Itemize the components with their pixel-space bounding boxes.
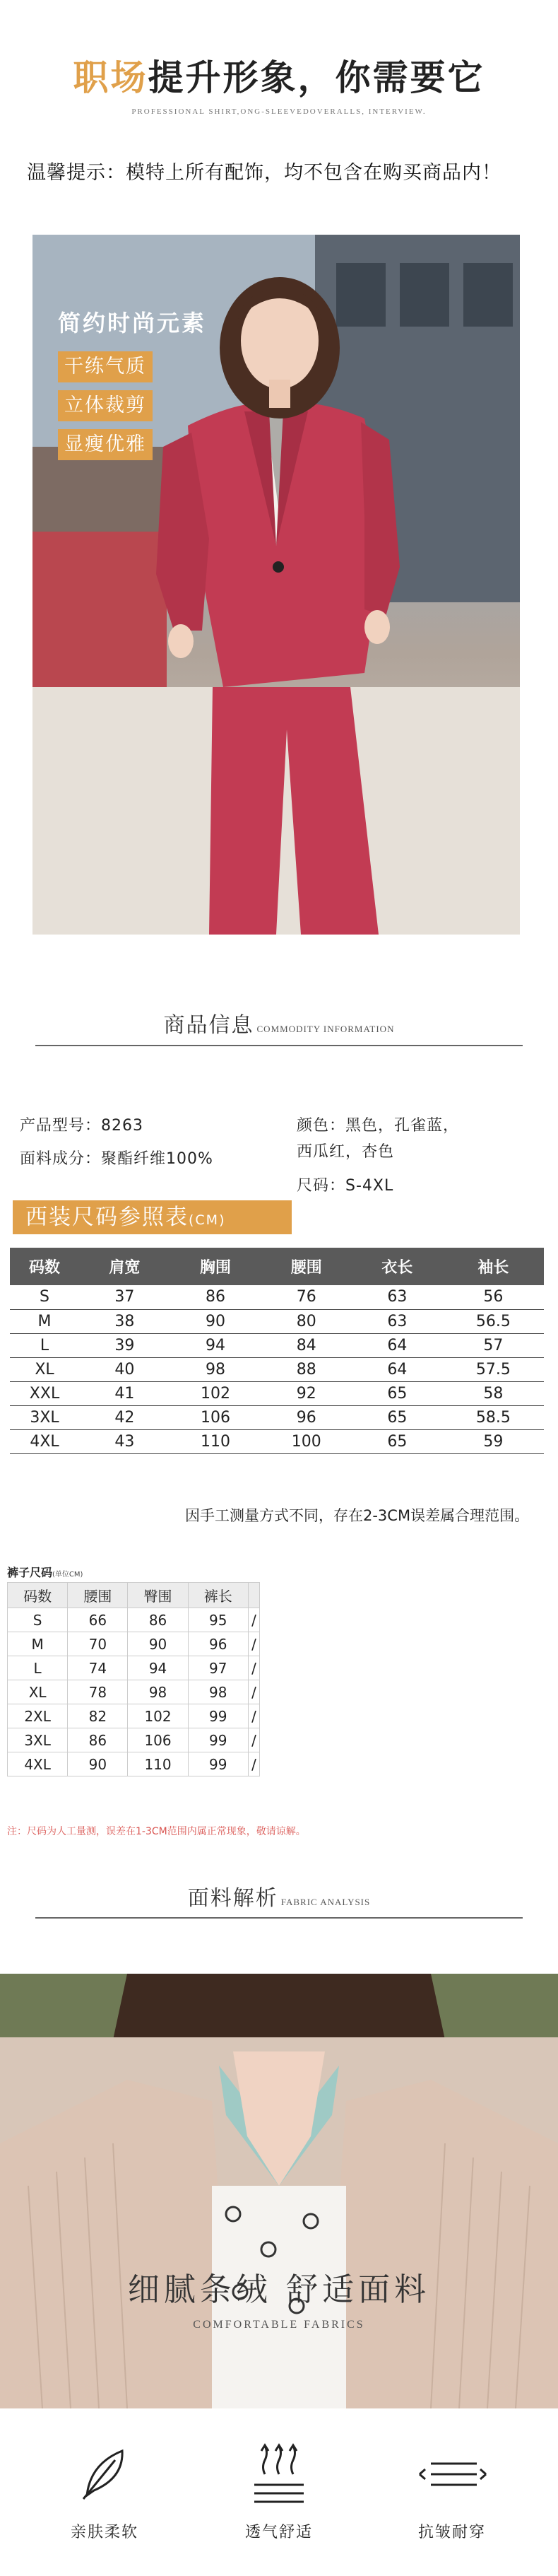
table-cell: 76 [261, 1285, 352, 1309]
product-model: 产品型号：8263 [20, 1117, 143, 1135]
suit-table-unit: (CM) [189, 1212, 226, 1228]
table-cell: / [248, 1728, 259, 1752]
table-cell: 56.5 [443, 1309, 544, 1333]
table-header-cell: 肩宽 [79, 1248, 170, 1285]
table-header-cell: 袖长 [443, 1248, 544, 1285]
table-cell: 98 [188, 1680, 248, 1704]
feather-icon [73, 2442, 136, 2506]
table-header-cell [248, 1583, 259, 1608]
table-cell: S [8, 1608, 68, 1632]
table-cell: / [248, 1680, 259, 1704]
feature-tag: 立体裁剪 [58, 390, 153, 421]
table-cell: 58 [443, 1381, 544, 1405]
table-cell: S [10, 1285, 79, 1309]
table-cell: 42 [79, 1405, 170, 1429]
pants-note: 注：尺码为人工量测，误差在1-3CM范围内属正常现象，敬请谅解。 [7, 1826, 306, 1837]
table-cell: 3XL [10, 1405, 79, 1429]
table-cell: 64 [352, 1357, 443, 1381]
fabric-headline: 细腻条绒 舒适面料 [127, 2271, 431, 2308]
pants-table-body [8, 1608, 260, 1776]
table-cell: 78 [68, 1680, 128, 1704]
table-cell: 37 [79, 1285, 170, 1309]
table-cell: 63 [352, 1309, 443, 1333]
table-row [8, 1704, 260, 1728]
feature-anti-wrinkle [381, 2442, 523, 2542]
fabric-illustration [0, 1974, 558, 2408]
table-cell: 110 [128, 1752, 188, 1776]
hero-title-accent: 职场 [73, 57, 148, 98]
table-cell: 63 [352, 1285, 443, 1309]
suit-table-body [10, 1285, 544, 1453]
section-heading-en: COMMODITY INFORMATION [256, 1024, 395, 1034]
table-cell: XL [8, 1680, 68, 1704]
product-colors-line2: 西瓜红，杏色 [297, 1143, 395, 1161]
table-cell: L [8, 1656, 68, 1680]
table-cell: M [8, 1632, 68, 1656]
table-cell: 92 [261, 1381, 352, 1405]
suit-size-banner [13, 1200, 292, 1234]
model-photo [32, 235, 520, 935]
table-cell: / [248, 1704, 259, 1728]
table-cell: 3XL [8, 1728, 68, 1752]
table-cell: 90 [170, 1309, 261, 1333]
table-row [8, 1728, 260, 1752]
table-header-cell: 衣长 [352, 1248, 443, 1285]
table-cell: 57 [443, 1333, 544, 1357]
hero-title-rest: 提升形象，你需要它 [148, 57, 485, 98]
table-cell: 90 [68, 1752, 128, 1776]
table-cell: 82 [68, 1704, 128, 1728]
table-cell: 102 [128, 1704, 188, 1728]
table-cell: / [248, 1632, 259, 1656]
feature-soft [34, 2442, 175, 2542]
suit-table-title: 西装尺码参照表 [25, 1205, 189, 1230]
fabric-photo [0, 1974, 558, 2408]
pants-table-title [7, 1564, 83, 1580]
table-cell: 90 [128, 1632, 188, 1656]
table-row [8, 1752, 260, 1776]
section-heading-text: 商品信息 [163, 1013, 254, 1038]
section-heading-text: 面料解析 [187, 1886, 278, 1911]
table-cell: L [10, 1333, 79, 1357]
table-header-cell: 码数 [10, 1248, 79, 1285]
table-cell: 59 [443, 1429, 544, 1453]
table-header-row [10, 1248, 544, 1285]
notice-text: 温馨提示：模特上所有配饰，均不包含在购买商品内！ [27, 162, 501, 184]
table-cell: 66 [68, 1608, 128, 1632]
table-cell: 57.5 [443, 1357, 544, 1381]
table-cell: 56 [443, 1285, 544, 1309]
table-row [10, 1357, 544, 1381]
anti-wrinkle-icon [410, 2442, 494, 2506]
table-cell: 2XL [8, 1704, 68, 1728]
table-header-cell: 胸围 [170, 1248, 261, 1285]
table-cell: 98 [170, 1357, 261, 1381]
measurement-note: 因手工测量方式不同，存在2-3CM误差属合理范围。 [185, 1507, 530, 1524]
table-header-cell: 腰围 [261, 1248, 352, 1285]
fabric-subtitle: COMFORTABLE FABRICS [193, 2319, 365, 2331]
table-cell: 97 [188, 1656, 248, 1680]
table-cell: 39 [79, 1333, 170, 1357]
table-cell: / [248, 1752, 259, 1776]
table-cell: 4XL [10, 1429, 79, 1453]
feature-label: 亲肤柔软 [70, 2524, 138, 2541]
pants-size-table [7, 1582, 260, 1776]
table-cell: 86 [68, 1728, 128, 1752]
table-cell: 99 [188, 1752, 248, 1776]
table-cell: 94 [170, 1333, 261, 1357]
feature-tag: 干练气质 [58, 351, 153, 382]
photo-headline: 简约时尚元素 [58, 310, 207, 336]
table-cell: 102 [170, 1381, 261, 1405]
pants-title-text: 裤子尺码 [7, 1566, 53, 1579]
feature-breathable [208, 2442, 350, 2542]
hero-subtitle: PROFESSIONAL SHIRT,ONG-SLEEVEDOVERALLS, INTERVIEW. [131, 107, 427, 116]
table-cell: 110 [170, 1429, 261, 1453]
product-colors-line1: 颜色：黑色，孔雀蓝， [297, 1117, 460, 1135]
table-cell: 106 [170, 1405, 261, 1429]
section-heading-en: FABRIC ANALYSIS [280, 1897, 371, 1907]
table-cell: XL [10, 1357, 79, 1381]
product-material: 面料成分：聚酯纤维100% [20, 1150, 213, 1168]
table-cell: 96 [188, 1632, 248, 1656]
table-cell: 80 [261, 1309, 352, 1333]
breathable-icon [247, 2442, 311, 2506]
hero-title [0, 49, 558, 100]
table-cell: 86 [128, 1608, 188, 1632]
table-header-cell: 码数 [8, 1583, 68, 1608]
table-cell: 38 [79, 1309, 170, 1333]
table-header-row [8, 1583, 260, 1608]
table-cell: 43 [79, 1429, 170, 1453]
section-divider [35, 1045, 523, 1046]
table-header-cell: 裤长 [188, 1583, 248, 1608]
table-row [8, 1680, 260, 1704]
model-illustration [32, 235, 520, 935]
table-cell: / [248, 1608, 259, 1632]
table-row [10, 1309, 544, 1333]
table-cell: 99 [188, 1704, 248, 1728]
table-row [10, 1405, 544, 1429]
table-row [10, 1381, 544, 1405]
product-sizes: 尺码：S-4XL [297, 1177, 394, 1195]
table-cell: 100 [261, 1429, 352, 1453]
table-cell: 65 [352, 1429, 443, 1453]
feature-label: 抗皱耐穿 [417, 2524, 486, 2541]
table-cell: M [10, 1309, 79, 1333]
table-cell: 65 [352, 1381, 443, 1405]
table-cell: 96 [261, 1405, 352, 1429]
table-cell: 4XL [8, 1752, 68, 1776]
table-row [10, 1429, 544, 1453]
table-row [10, 1285, 544, 1309]
table-cell: 94 [128, 1656, 188, 1680]
table-cell: 40 [79, 1357, 170, 1381]
section-divider [35, 1917, 523, 1919]
table-row [8, 1632, 260, 1656]
table-cell: 99 [188, 1728, 248, 1752]
table-cell: 58.5 [443, 1405, 544, 1429]
table-cell: XXL [10, 1381, 79, 1405]
table-row [10, 1333, 544, 1357]
feature-label: 透气舒适 [244, 2524, 313, 2541]
pants-title-unit: (单位CM) [52, 1571, 83, 1579]
suit-size-table [10, 1248, 544, 1454]
table-cell: / [248, 1656, 259, 1680]
table-cell: 74 [68, 1656, 128, 1680]
table-cell: 64 [352, 1333, 443, 1357]
table-cell: 41 [79, 1381, 170, 1405]
table-header-cell: 腰围 [68, 1583, 128, 1608]
feature-tag: 显瘦优雅 [58, 429, 153, 460]
table-header-cell: 臀围 [128, 1583, 188, 1608]
table-row [8, 1656, 260, 1680]
table-cell: 65 [352, 1405, 443, 1429]
table-row [8, 1608, 260, 1632]
table-cell: 86 [170, 1285, 261, 1309]
product-info-heading [0, 1007, 558, 1038]
table-cell: 84 [261, 1333, 352, 1357]
table-cell: 95 [188, 1608, 248, 1632]
table-cell: 70 [68, 1632, 128, 1656]
fabric-heading [0, 1880, 558, 1911]
table-cell: 106 [128, 1728, 188, 1752]
table-cell: 88 [261, 1357, 352, 1381]
table-cell: 98 [128, 1680, 188, 1704]
